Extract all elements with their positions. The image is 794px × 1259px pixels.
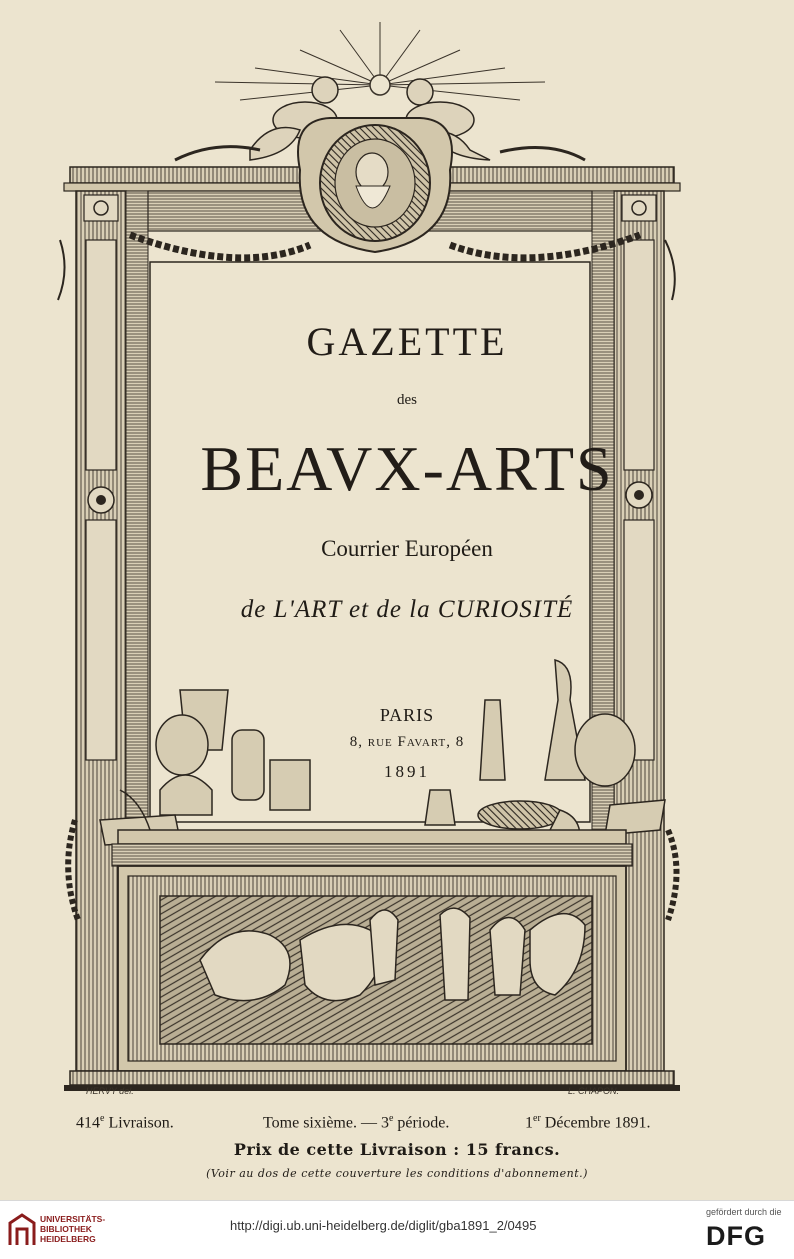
engraver-credit-right: L. CHAPON. [568, 1086, 620, 1096]
gazette-title-line1: GAZETTE [306, 319, 508, 364]
subscription-note: (Voir au dos de cette couverture les conditions d'abonnement.) [206, 1167, 588, 1180]
tome-periode: Tome sixième. — 3e période. [263, 1113, 450, 1132]
institution-line: UNIVERSITÄTS- [40, 1214, 106, 1224]
university-library-logo-icon[interactable] [8, 1213, 36, 1247]
institution-line: BIBLIOTHEK [40, 1224, 92, 1234]
gazette-title-line2: BEAVX-ARTS [200, 433, 614, 504]
engraver-credit-left: HERVY del. [86, 1086, 134, 1096]
issue-price: Prix de cette Livraison : 15 francs. [233, 1140, 561, 1159]
subtitle-art-curiosite: de L'ART et de la CURIOSITÉ [240, 596, 574, 623]
publication-year: 1891 [384, 762, 430, 781]
viewer-footer [0, 1200, 794, 1259]
institution-line: HEIDELBERG [40, 1234, 96, 1244]
livraison-number: 414e Livraison. [76, 1113, 174, 1132]
subtitle-courrier: Courrier Européen [321, 536, 493, 561]
issue-date: 1er Décembre 1891. [525, 1113, 651, 1132]
university-library-name[interactable] [40, 1214, 105, 1244]
gazette-title-connector: des [397, 392, 417, 408]
permalink-url[interactable]: http://digi.ub.uni-heidelberg.de/diglit/gba1891_2/0495 [230, 1218, 537, 1233]
sponsor-label: gefördert durch die [706, 1207, 782, 1217]
dfg-logo[interactable]: DFG [706, 1221, 766, 1251]
publisher-address: 8, rue Favart, 8 [349, 734, 465, 750]
portrait-medallion [298, 118, 452, 252]
publisher-city: PARIS [379, 705, 435, 725]
